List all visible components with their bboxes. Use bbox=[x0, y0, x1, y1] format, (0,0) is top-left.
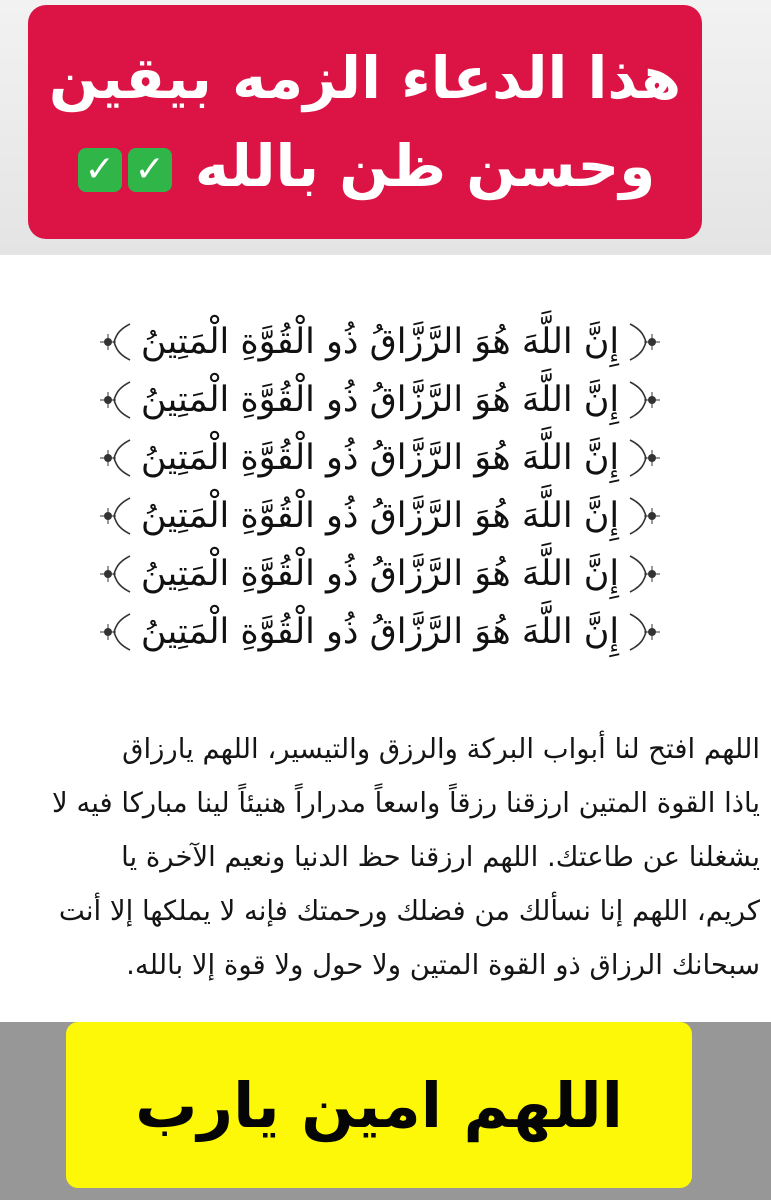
verse-row bbox=[100, 429, 660, 487]
verse-text: إِنَّ اللَّهَ هُوَ الرَّزَّاقُ ذُو الْقُوَّةِ الْمَتِينُ bbox=[140, 496, 620, 536]
verse-row bbox=[100, 487, 660, 545]
footer-card bbox=[66, 1022, 692, 1188]
ornate-bracket-left-icon bbox=[100, 322, 134, 362]
verse-text: إِنَّ اللَّهَ هُوَ الرَّزَّاقُ ذُو الْقُوَّةِ الْمَتِينُ bbox=[140, 322, 620, 362]
verse-text: إِنَّ اللَّهَ هُوَ الرَّزَّاقُ ذُو الْقُوَّةِ الْمَتِينُ bbox=[140, 380, 620, 420]
ornate-bracket-right-icon bbox=[626, 380, 660, 420]
header-card bbox=[28, 5, 702, 239]
prayer-line: اللهم افتح لنا أبواب البركة والرزق والتيسير، اللهم يارزاق bbox=[122, 733, 760, 765]
verse-row bbox=[100, 313, 660, 371]
verse-text: إِنَّ اللَّهَ هُوَ الرَّزَّاقُ ذُو الْقُوَّةِ الْمَتِينُ bbox=[140, 554, 620, 594]
prayer-line: ياذا القوة المتين ارزقنا رزقاً واسعاً مدراراً هنيئاً لينا مباركا فيه لا bbox=[52, 787, 760, 819]
prayer-line: يشغلنا عن طاعتك. اللهم ارزقنا حظ الدنيا ونعيم الآخرة يا bbox=[121, 841, 760, 873]
ornate-bracket-left-icon bbox=[100, 380, 134, 420]
verse-row bbox=[100, 603, 660, 661]
prayer-line: كريم، اللهم إنا نسألك من فضلك ورحمتك فإنه لا يملكها إلا أنت bbox=[58, 895, 760, 927]
header-line-2: وحسن ظن بالله bbox=[194, 132, 656, 200]
ornate-bracket-left-icon bbox=[100, 612, 134, 652]
ornate-bracket-left-icon bbox=[100, 496, 134, 536]
verse-text: إِنَّ اللَّهَ هُوَ الرَّزَّاقُ ذُو الْقُوَّةِ الْمَتِينُ bbox=[140, 612, 620, 652]
ornate-bracket-right-icon bbox=[626, 322, 660, 362]
ornate-bracket-left-icon bbox=[100, 554, 134, 594]
footer-text: اللهم امين يارب bbox=[135, 1068, 623, 1142]
ornate-bracket-left-icon bbox=[100, 438, 134, 478]
ornate-bracket-right-icon bbox=[626, 438, 660, 478]
header-line-2-wrap bbox=[75, 122, 656, 210]
prayer-paragraph bbox=[38, 722, 760, 992]
ornate-bracket-right-icon bbox=[626, 612, 660, 652]
verse-text: إِنَّ اللَّهَ هُوَ الرَّزَّاقُ ذُو الْقُوَّةِ الْمَتِينُ bbox=[140, 438, 620, 478]
verse-row bbox=[100, 545, 660, 603]
ornate-bracket-right-icon bbox=[626, 496, 660, 536]
verse-row bbox=[100, 371, 660, 429]
prayer-line: سبحانك الرزاق ذو القوة المتين ولا حول ولا قوة إلا بالله. bbox=[126, 949, 760, 981]
check-mark-icon: ✓ bbox=[128, 148, 172, 192]
header-line-1: هذا الدعاء الزمه بيقين bbox=[48, 44, 682, 112]
verse-list bbox=[100, 313, 660, 661]
check-mark-icon: ✓ bbox=[78, 148, 122, 192]
ornate-bracket-right-icon bbox=[626, 554, 660, 594]
